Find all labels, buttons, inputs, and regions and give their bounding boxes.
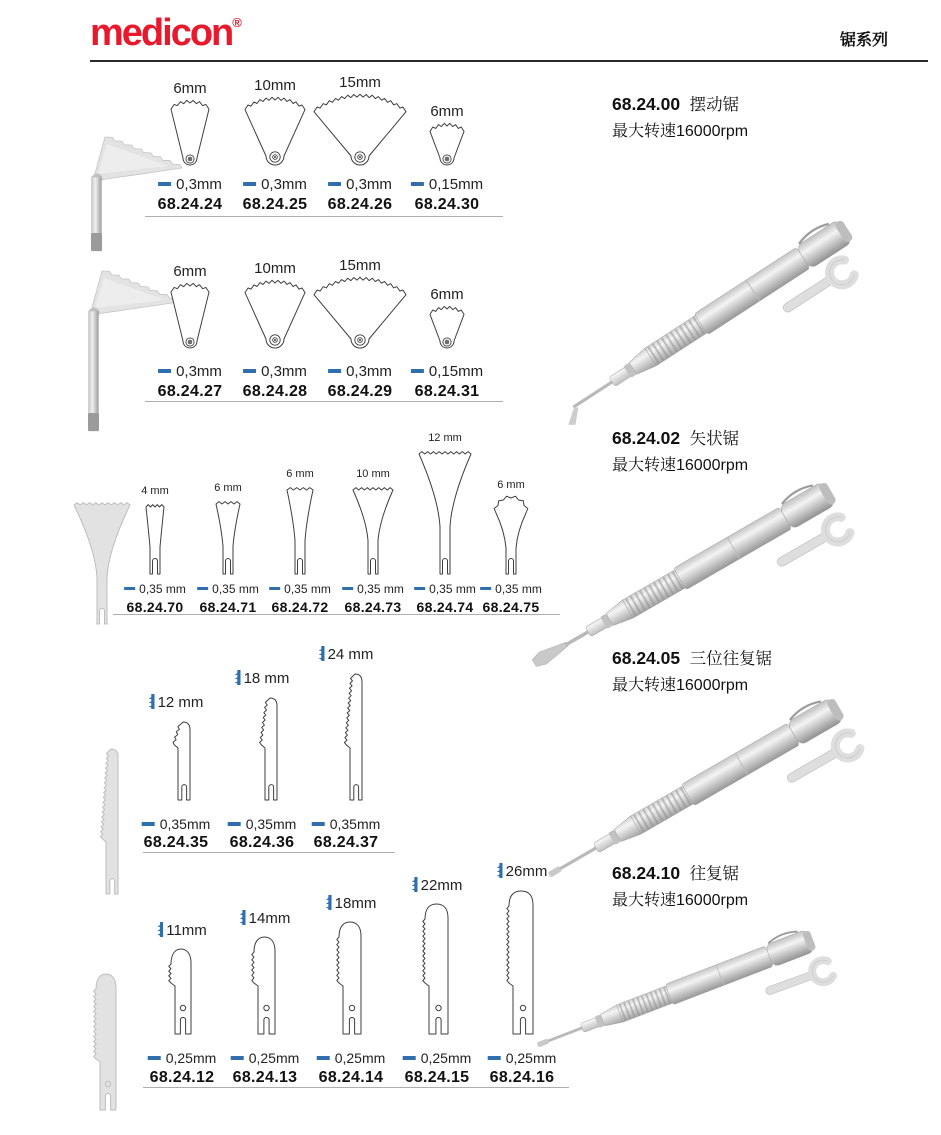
blade-width-text: 6 mm [214,482,242,494]
blade-photo-reciprocating [92,970,126,1116]
blade-width-text: 18 mm [243,670,290,687]
blade-width-label [254,77,296,94]
thickness-dash-icon [403,1056,416,1060]
blade-thickness-text: 0,25mm [420,1050,472,1066]
blade-thickness [158,176,222,193]
blade-diagram [426,121,468,168]
blade-width-text: 24 mm [327,646,374,663]
blade-thickness-text: 0,35 mm [495,582,542,596]
blade-width-label [254,260,296,277]
blade-width-label [430,286,463,303]
blade-code: 68.24.14 [318,1069,384,1086]
blade-group-divider [145,401,503,402]
blade-thickness [403,1050,472,1066]
blade-thickness-text: 0,3mm [261,176,307,193]
blade-thickness [414,582,476,596]
blade-code: 68.24.28 [242,383,308,400]
blade-diagram [415,447,475,576]
header-divider [90,60,928,62]
blade-diagram [142,500,168,576]
blade-cross-section-icon [149,694,155,709]
blade-thickness [328,363,392,380]
blade-thickness-text: 0,35mm [245,816,297,832]
blade-diagram [158,717,194,802]
blade-diagram [250,933,281,1036]
blade-thickness [411,363,483,380]
product-name: 往复锯 [689,865,740,883]
blade-width-label [497,863,548,880]
blade-thickness [488,1050,557,1066]
product-name: 摆动锯 [689,96,740,114]
blade-thickness [124,582,186,596]
blade-width-label [141,485,169,497]
blade-code: 68.24.25 [242,196,308,213]
blade-code: 68.24.72 [271,599,329,615]
blade-width-text: 26mm [505,863,548,880]
blade-width-label [149,694,204,711]
product-code: 68.24.05 [612,648,681,668]
blade-width-text: 14mm [248,910,291,927]
blade-thickness-text: 0,35 mm [357,582,404,596]
blade-diagram [494,494,528,576]
blade-width-text: 11mm [166,922,207,939]
blade-thickness [243,363,307,380]
blade-width-text: 15mm [339,74,381,91]
blade-width-label [326,895,377,912]
blade-thickness [148,1050,217,1066]
blade-width-label [235,670,290,687]
blade-diagram [243,693,281,802]
thickness-dash-icon [411,182,424,186]
blade-group-divider [145,216,503,217]
thickness-dash-icon [480,587,491,590]
blade-width-label [339,74,381,91]
blade-width-label [240,910,291,927]
product-code: 68.24.00 [612,94,681,114]
blade-diagram [212,497,244,576]
blade-code: 68.24.31 [414,383,480,400]
blade-width-text: 18mm [334,895,377,912]
blade-width-text: 12 mm [157,694,204,711]
blade-cross-section-icon [240,910,246,925]
product-code: 68.24.02 [612,428,681,448]
blade-cross-section-icon [326,895,332,910]
blade-width-text: 6mm [430,103,464,120]
blade-code: 68.24.26 [327,196,393,213]
blade-photo-triple-reciprocating [90,744,126,904]
blade-thickness [269,582,331,596]
blade-code: 68.24.13 [232,1069,298,1086]
blade-thickness-text: 0,25mm [334,1050,386,1066]
blade-diagram [283,483,317,576]
blade-cross-section-icon [319,646,325,661]
blade-diagram [167,281,213,351]
product-name: 三位往复锯 [689,650,773,668]
blade-group-divider [143,852,395,853]
registered-trademark: ® [232,15,242,30]
brand-logo [90,12,242,55]
handpiece-photo-triple-reciprocating-saw [566,648,940,874]
blade-cross-section-icon [412,877,418,892]
blade-diagram [241,278,309,351]
thickness-dash-icon [414,587,425,590]
blade-thickness [197,582,259,596]
product-max-speed: 最大转速16000rpm [612,457,749,474]
blade-code: 68.24.27 [157,383,223,400]
blade-thickness [480,582,542,596]
blade-width-text: 10mm [254,77,296,94]
brand-wordmark: medicon [90,12,233,54]
blade-width-text: 22mm [420,877,463,894]
thickness-dash-icon [158,369,171,373]
blade-thickness-text: 0,35 mm [429,582,476,596]
blade-thickness [142,816,211,832]
blade-thickness [328,176,392,193]
thickness-dash-icon [148,1056,161,1060]
blade-width-label [157,922,207,939]
blade-diagram [167,98,213,168]
blade-width-label [339,257,381,274]
thickness-dash-icon [269,587,280,590]
blade-thickness [231,1050,300,1066]
blade-diagram [310,92,410,168]
product-max-speed: 最大转速16000rpm [612,123,749,140]
blade-thickness [342,582,404,596]
blade-thickness-text: 0,25mm [248,1050,300,1066]
product-code: 68.24.10 [612,863,681,883]
thickness-dash-icon [124,587,135,590]
blade-diagram [349,483,397,576]
blade-diagram [167,945,197,1036]
blade-width-text: 10mm [254,260,296,277]
blade-width-label [412,877,463,894]
blade-code: 68.24.29 [327,383,393,400]
thickness-dash-icon [231,1056,244,1060]
thickness-dash-icon [411,369,424,373]
handpiece-photo-sagittal-saw [556,428,940,660]
blade-thickness [243,176,307,193]
blade-width-text: 6mm [430,286,464,303]
blade-thickness-text: 0,15mm [428,363,484,380]
blade-thickness-text: 0,35 mm [139,582,186,596]
blade-width-text: 4 mm [141,485,169,497]
blade-group-divider [143,1087,569,1088]
blade-width-text: 12 mm [428,432,462,444]
blade-thickness-text: 0,3mm [176,363,222,380]
product-name: 矢状锯 [689,430,740,448]
blade-width-label [319,646,374,663]
blade-thickness-text: 0,35 mm [212,582,259,596]
thickness-dash-icon [142,822,155,826]
blade-width-text: 10 mm [356,468,390,480]
blade-cross-section-icon [157,922,163,937]
blade-cross-section-icon [497,863,503,878]
blade-thickness-text: 0,3mm [176,176,222,193]
blade-thickness [312,816,381,832]
blade-width-label [286,468,314,480]
thickness-dash-icon [243,369,256,373]
thickness-dash-icon [228,822,241,826]
blade-diagram [326,669,366,802]
blade-code: 68.24.24 [157,196,223,213]
blade-code: 68.24.15 [404,1069,470,1086]
thickness-dash-icon [328,369,341,373]
blade-code: 68.24.37 [313,834,379,851]
blade-width-label [428,432,462,444]
blade-thickness-text: 0,35mm [159,816,211,832]
blade-diagram [241,95,309,168]
product-max-speed: 最大转速16000rpm [612,892,749,909]
blade-thickness-text: 0,3mm [346,176,392,193]
blade-code: 68.24.75 [482,599,540,615]
blade-diagram [505,887,539,1036]
blade-code: 68.24.35 [143,834,209,851]
thickness-dash-icon [158,182,171,186]
blade-thickness-text: 0,3mm [346,363,392,380]
blade-diagram [310,275,410,351]
blade-width-label [356,468,390,480]
blade-code: 68.24.36 [229,834,295,851]
blade-width-text: 15mm [339,257,381,274]
blade-thickness-text: 0,35mm [329,816,381,832]
blade-cross-section-icon [235,670,241,685]
page-category: 锯系列 [839,32,888,49]
product-max-speed: 最大转速16000rpm [612,677,749,694]
blade-thickness-text: 0,35 mm [284,582,331,596]
thickness-dash-icon [317,1056,330,1060]
blade-diagram [335,918,367,1036]
thickness-dash-icon [243,182,256,186]
product-title-oscillating-saw [612,91,748,141]
blade-thickness [158,363,222,380]
blade-thickness-text: 0,3mm [261,363,307,380]
blade-width-label [430,103,463,120]
handpiece-photo-reciprocating-saw [566,888,940,1112]
blade-thickness [317,1050,386,1066]
handpiece-photo-oscillating-saw [572,158,938,408]
blade-code: 68.24.70 [126,599,184,615]
blade-width-text: 6mm [173,263,207,280]
blade-width-text: 6 mm [497,479,525,491]
blade-thickness-text: 0,15mm [428,176,484,193]
blade-code: 68.24.74 [416,599,474,615]
blade-thickness [411,176,483,193]
blade-thickness-text: 0,25mm [165,1050,217,1066]
blade-width-label [173,80,206,97]
thickness-dash-icon [328,182,341,186]
blade-code: 68.24.16 [489,1069,555,1086]
blade-width-text: 6mm [173,80,207,97]
blade-code: 68.24.73 [344,599,402,615]
thickness-dash-icon [312,822,325,826]
blade-diagram [421,900,454,1036]
blade-code: 68.24.71 [199,599,257,615]
blade-width-label [173,263,206,280]
thickness-dash-icon [342,587,353,590]
blade-code: 68.24.30 [414,196,480,213]
blade-thickness [228,816,297,832]
thickness-dash-icon [197,587,208,590]
thickness-dash-icon [488,1056,501,1060]
blade-diagram [426,304,468,351]
blade-width-text: 6 mm [286,468,314,480]
blade-width-label [497,479,525,491]
blade-code: 68.24.12 [149,1069,215,1086]
blade-width-label [214,482,242,494]
blade-thickness-text: 0,25mm [505,1050,557,1066]
